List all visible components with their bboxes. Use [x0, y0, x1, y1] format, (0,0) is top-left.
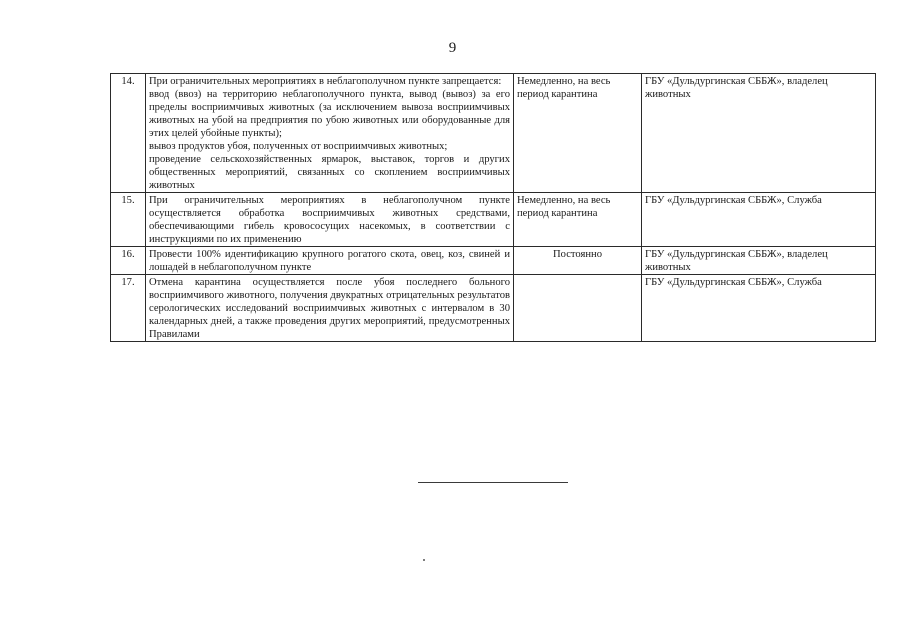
table-row	[111, 275, 876, 342]
row-action: Провести 100% идентификацию крупного рогатого скота, овец, коз, свиней и лошадей в неблагополучном пункте	[146, 247, 514, 275]
row-action: При ограничительных мероприятиях в неблагополучном пункте осуществляется обработка восприимчивых животных средствами, обеспечивающими гибель кровососущих насекомых, в соответствии с инструкциями по их применению	[146, 193, 514, 247]
row-number: 17.	[111, 275, 146, 342]
row-term: Постоянно	[514, 247, 642, 275]
table-row	[111, 193, 876, 247]
row-responsible: ГБУ «Дульдургинская СББЖ», Служба	[642, 193, 876, 247]
row-responsible: ГБУ «Дульдургинская СББЖ», Служба	[642, 275, 876, 342]
row-term	[514, 275, 642, 342]
row-number: 16.	[111, 247, 146, 275]
table-row	[111, 247, 876, 275]
row-term: Немедленно, на весь период карантина	[514, 193, 642, 247]
page-number: 9	[448, 40, 457, 56]
row-number: 15.	[111, 193, 146, 247]
measures-table	[110, 73, 876, 342]
signature-line	[418, 482, 568, 483]
row-number: 14.	[111, 74, 146, 193]
row-responsible: ГБУ «Дульдургинская СББЖ», владелец животных	[642, 74, 876, 193]
scan-speck	[423, 559, 425, 561]
row-responsible: ГБУ «Дульдургинская СББЖ», владелец животных	[642, 247, 876, 275]
table-row	[111, 74, 876, 193]
row-action: При ограничительных мероприятиях в неблагополучном пункте запрещается: ввод (ввоз) на территорию неблагополучного пункта, вывод (вывоз) за его пределы восприимчивых животных (за исключением вывоза восприимчивых животных на убой на предприятия по убою животных или оборудованные для этих целей убойные пункты); вывоз продуктов убоя, полученных от восприимчивых животных; проведение сельскохозяйственных ярмарок, выставок, торгов и других общественных мероприятий, связанных со скоплением восприимчивых животных	[146, 74, 514, 193]
row-action: Отмена карантина осуществляется после убоя последнего больного восприимчивого животного, получения двукратных отрицательных результатов серологических исследований восприимчивых животных с интервалом в 30 календарных дней, а также проведения других мероприятий, предусмотренных Правилами	[146, 275, 514, 342]
row-term: Немедленно, на весь период карантина	[514, 74, 642, 193]
